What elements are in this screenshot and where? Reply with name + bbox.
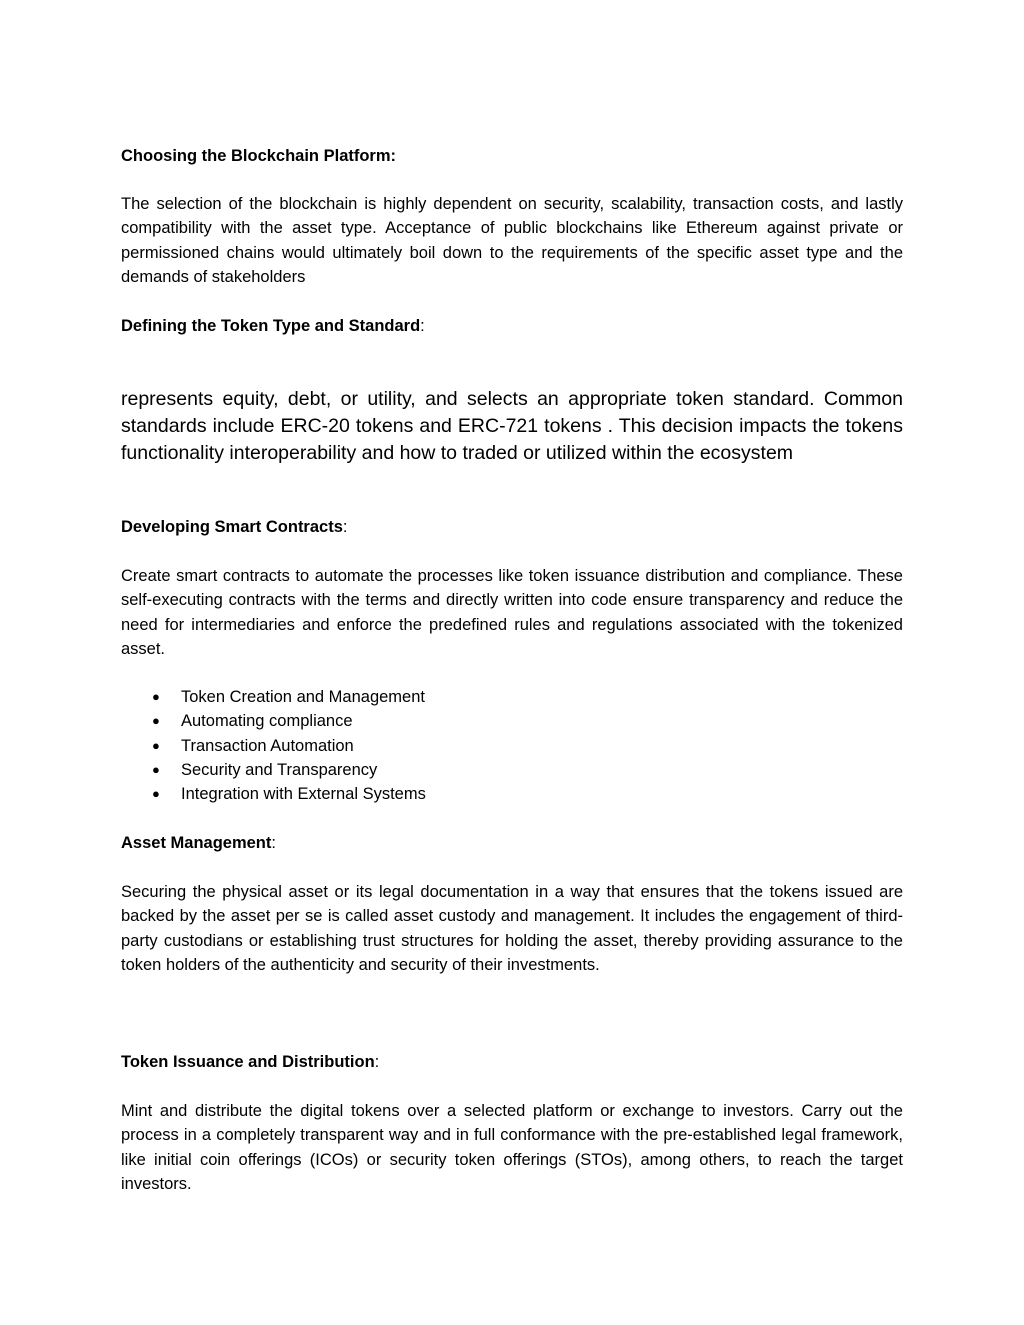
list-item-text: Transaction Automation [181,736,354,755]
heading-text: Choosing the Blockchain Platform: [121,147,397,165]
heading-suffix: : [271,834,276,852]
heading-suffix: : [342,518,348,536]
list-item [121,709,903,733]
section-heading-blockchain-platform [121,144,903,168]
list-item-text: Security and Transparency [181,760,378,779]
list-item [121,734,903,758]
bullet-icon: ● [152,786,160,802]
section-heading-asset-management [121,831,903,855]
bullet-icon: ● [152,689,160,704]
list-item [121,782,903,806]
section-heading-token-issuance [121,1050,903,1074]
section-heading-smart-contracts [121,515,903,539]
bullet-icon: ● [152,713,160,729]
paragraph-asset-management: Securing the physical asset or its legal documentation in a way that ensures that the tokens issued are backed by the asset per se is called asset custody and management. It includes the engagement of third-party custodians or establishing trust structures for holding the asset, thereby providing assurance to the token holders of the authenticity and security of their investments. [121,883,903,974]
heading-suffix: : [420,317,425,335]
paragraph-token-issuance: Mint and distribute the digital tokens over a selected platform or exchange to investors. Carry out the process in a completely transparent way and in full conformance with the pre-established legal framework, like initial coin offerings (ICOs) or security token offerings (STOs), among others, to reach the target investors. [121,1102,903,1193]
list-item-text: Automating compliance [181,712,353,731]
list-item-text: Token Creation and Management [181,688,425,706]
heading-text: Developing Smart Contracts [121,518,343,536]
paragraph-token-type: represents equity, debt, or utility, and selects an appropriate token standard. Common standards include ERC-20 tokens and ERC-721 tokens . This decision impacts the tokens functionality interoperability and how to traded or utilized within the ecosystem [121,388,903,464]
bullet-icon: ● [152,737,160,753]
paragraph-smart-contracts: Create smart contracts to automate the processes like token issuance distribution and compliance. These self-executing contracts with the terms and directly written into code ensure transparency and reduce the need for intermediaries and enforce the predefined rules and regulations associated with the tokenized asset. [121,567,903,658]
heading-text: Token Issuance and Distribution [121,1053,375,1071]
list-item-text: Integration with External Systems [181,785,426,804]
heading-text: Asset Management [121,834,272,852]
smart-contracts-bullet-list [121,685,903,806]
section-heading-token-type [121,314,903,338]
paragraph-blockchain-platform: The selection of the blockchain is highly dependent on security, scalability, transaction costs, and lastly compatibility with the asset type. Acceptance of public blockchains like Ethereum against private or permissioned chains would ultimately boil down to the requirements of the specific asset type and the demands of stakeholders [121,195,903,286]
bullet-icon: ● [152,761,160,777]
heading-text: Defining the Token Type and Standard [121,317,421,335]
list-item [121,758,903,782]
heading-suffix: : [374,1053,380,1071]
list-item [121,685,903,709]
